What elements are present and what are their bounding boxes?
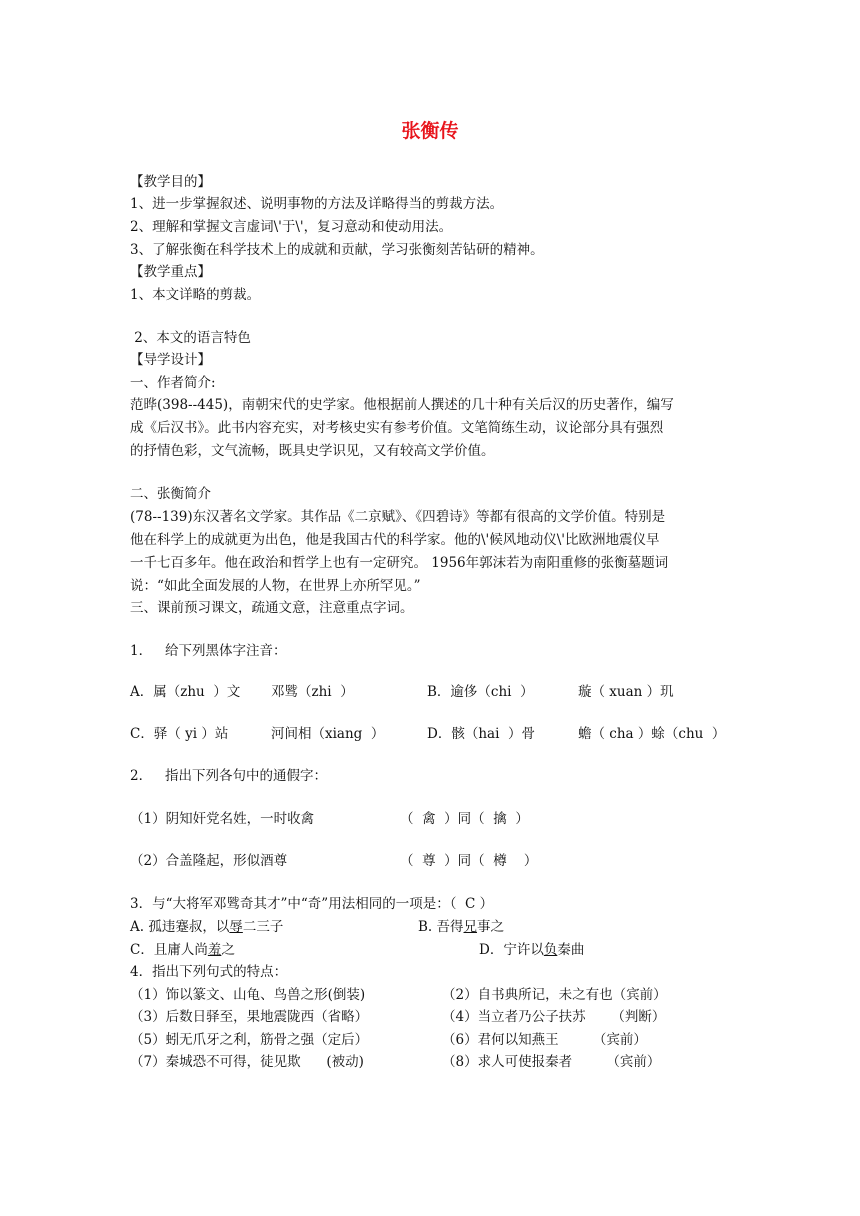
objectives-heading: 【教学目的】 <box>130 174 211 190</box>
zhangheng-line-4: 说：“如此全面发展的人物，在世界上亦所罕见。” <box>130 578 421 594</box>
key-point-2: 2、本文的语言特色 <box>130 330 251 346</box>
q1-option-d: D．骸（hai ）骨 <box>427 726 535 742</box>
q3-option-b: B. 吾得兄事之 <box>418 919 505 935</box>
author-line-1: 范晔(398--445)，南朝宋代的史学家。他根据前人撰述的几十种有关后汉的历史著作，编写 <box>130 397 674 413</box>
zhangheng-line-2: 他在科学上的成就更为出色，他是我国古代的科学家。他的\'候风地动仪\'比欧洲地震仪早 <box>130 532 660 548</box>
q4-item-5: （5）蚓无爪牙之利，筋骨之强（定后） <box>130 1032 369 1048</box>
page-title: 张衡传 <box>401 120 459 142</box>
q2-sentence-1: （1）阴知奸党名姓，一时收禽 <box>130 811 315 827</box>
q4-item-3: （3）后数日驿至，果地震陇西（省略） <box>130 1009 369 1025</box>
q1-option-b2: 璇（ xuan ）玑 <box>578 684 674 700</box>
preview-heading: 三、课前预习课文，疏通文意，注意重点字词。 <box>130 600 414 616</box>
q4-item-2: （2）自书典所记，未之有也（宾前） <box>442 987 667 1003</box>
objective-item-2: 2、理解和掌握文言虚词\'于\'，复习意动和使动用法。 <box>130 219 453 235</box>
objective-item-3: 3、了解张衡在科学技术上的成就和贡献，学习张衡刻苦钻研的精神。 <box>130 242 544 258</box>
q4-item-6: （6）君何以知燕王 （宾前） <box>442 1032 647 1048</box>
zhangheng-line-3: 一千七百多年。他在政治和哲学上也有一定研究。 1956年郭沫若为南阳重修的张衡墓题词 <box>130 555 669 571</box>
q2-answer-2: （ 尊 ）同（ 樽 ） <box>400 853 538 869</box>
q1-option-a: A．属（zhu ）文 <box>130 684 241 700</box>
key-point-1: 1、本文详略的剪裁。 <box>130 287 261 303</box>
q4-label: 4．指出下列句式的特点： <box>130 964 288 980</box>
q4-item-7: （7）秦城恐不可得，徒见欺 (被动) <box>130 1054 364 1070</box>
q4-item-4: （4）当立者乃公子扶苏 （判断） <box>442 1009 666 1025</box>
q1-option-c2: 河间相（xiang ） <box>271 726 385 742</box>
q4-item-1: （1）饰以篆文、山龟、鸟兽之形(倒装) <box>130 987 366 1003</box>
objective-item-1: 1、进一步掌握叙述、说明事物的方法及详略得当的剪裁方法。 <box>130 196 504 212</box>
q1-option-c: C．驿（ yi ）站 <box>130 726 229 742</box>
zhangheng-line-1: (78--139)东汉著名文学家。其作品《二京赋》、《四碧诗》等都有很高的文学价值。特别是 <box>130 509 666 525</box>
q1-label: 1． 给下列黑体字注音： <box>130 643 287 659</box>
q2-answer-1: （ 禽 ）同（ 擒 ） <box>400 811 529 827</box>
q2-label: 2． 指出下列各句中的通假字： <box>130 768 327 784</box>
q1-option-d2: 蟾（ cha ）蜍（chu ） <box>578 726 726 742</box>
author-line-2: 成《后汉书》。此书内容充实，对考核史实有参考价值。文笔简练生动，议论部分具有强烈 <box>130 420 664 436</box>
q3-label: 3．与“大将军邓骘奇其才”中“奇”用法相同的一项是：（ C ） <box>130 896 494 912</box>
zhangheng-heading: 二、张衡简介 <box>130 486 211 502</box>
guide-heading: 【导学设计】 <box>130 352 211 368</box>
q3-option-c: C．且庸人尚羞之 <box>130 942 235 958</box>
q1-option-a2: 邓骘（zhi ） <box>271 684 354 700</box>
author-line-3: 的抒情色彩，文气流畅，既具史学识见，又有较高文学价值。 <box>130 443 495 459</box>
q2-sentence-2: （2）合盖隆起，形似酒尊 <box>130 853 288 869</box>
q1-option-b: B．逾侈（chi ） <box>427 684 534 700</box>
q4-item-8: （8）求人可使报秦者 （宾前） <box>442 1054 661 1070</box>
key-points-heading: 【教学重点】 <box>130 264 211 280</box>
q3-option-d: D．宁许以负秦曲 <box>479 942 585 958</box>
author-heading: 一、作者简介: <box>130 375 216 391</box>
q3-option-a: A. 孤违蹇叔，以辱二三子 <box>130 919 284 935</box>
